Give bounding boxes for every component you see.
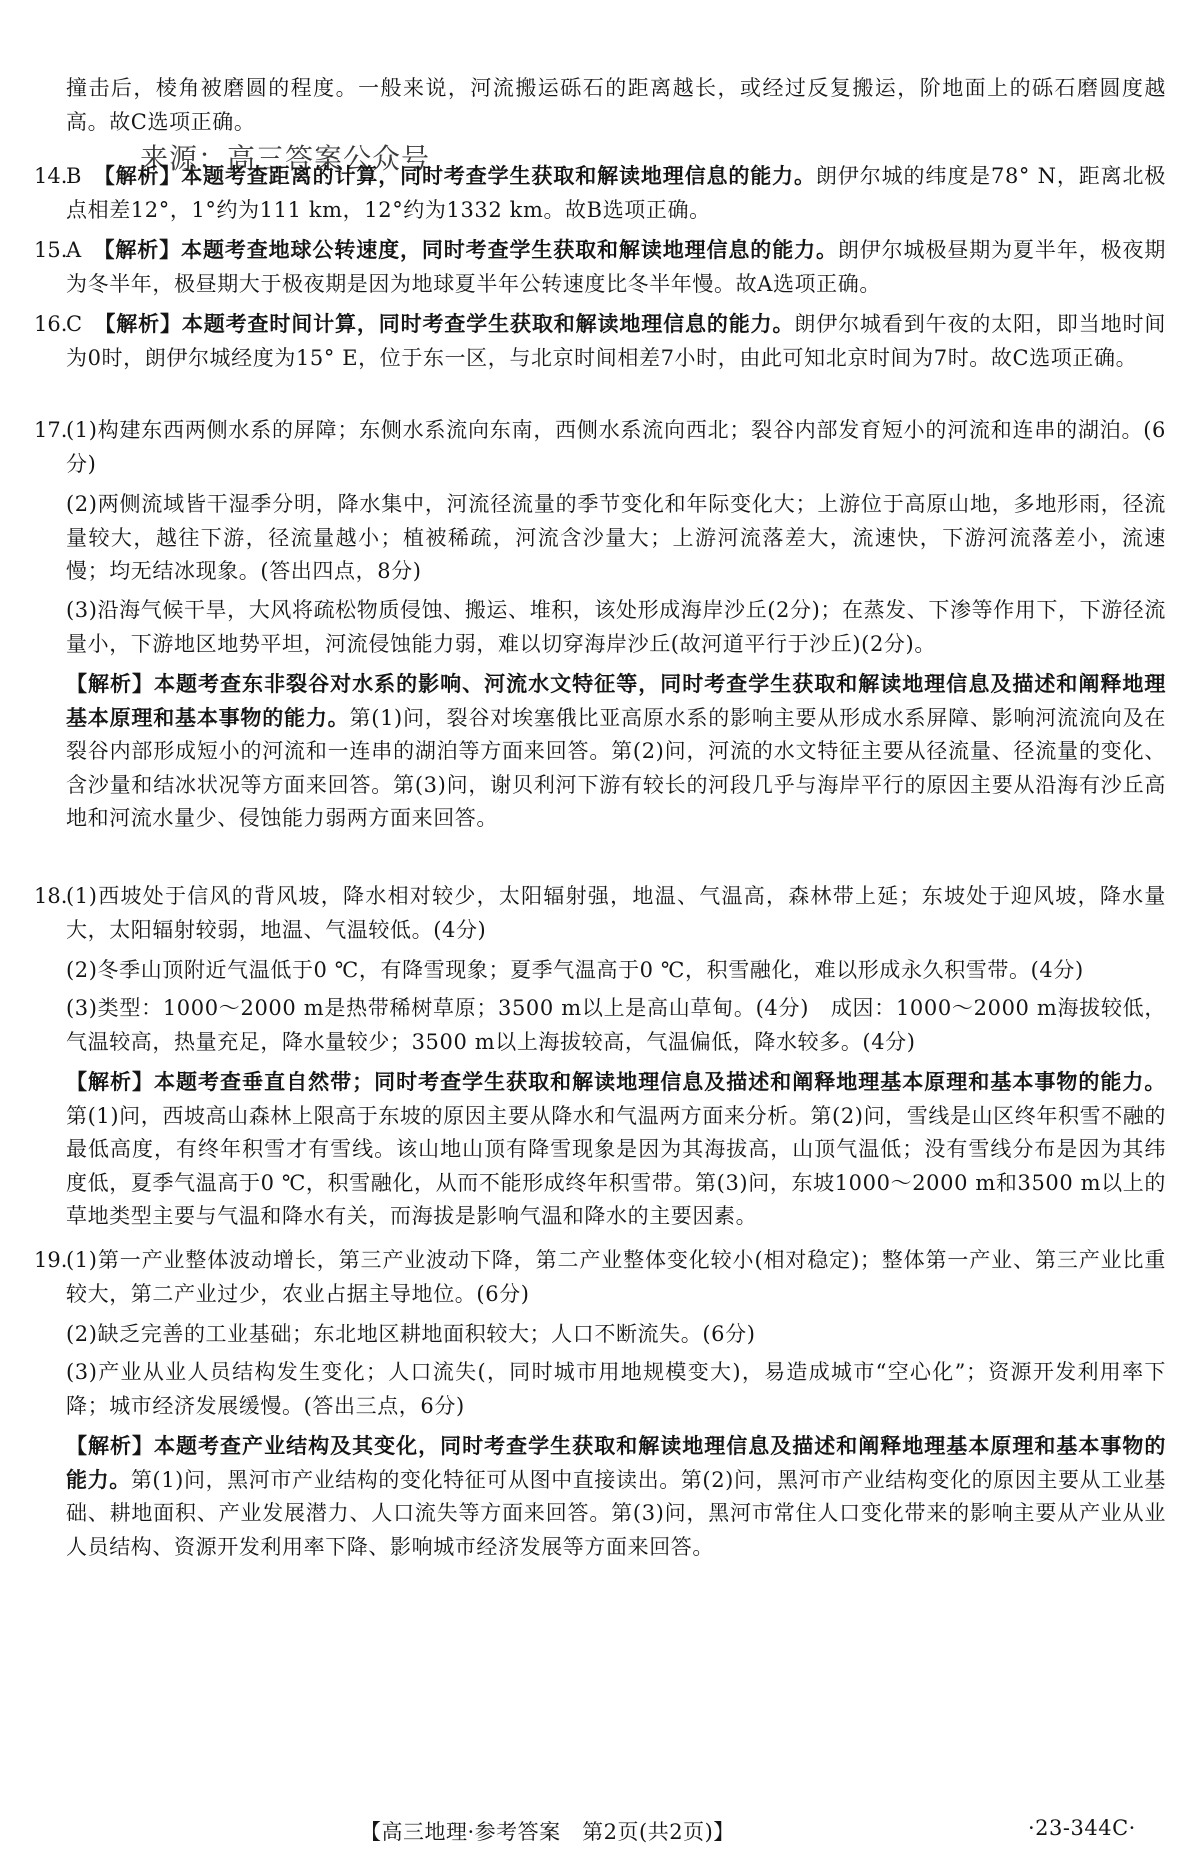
q14-explanation: 朗伊尔城的纬度是78° N，距离北极点相差12°，1°约为111 km，12°约为1332 km。故B选项正确。 <box>66 164 1166 222</box>
q19-analysis <box>66 1430 1166 1564</box>
q16-answer <box>66 308 1166 375</box>
q17-number: 17. <box>34 418 68 442</box>
q18-analysis <box>66 1066 1166 1234</box>
q15-summary: 本题考查地球公转速度，同时考查学生获取和解读地理信息的能力。 <box>181 238 838 262</box>
q19-number: 19. <box>34 1248 68 1272</box>
page-footer-label: 【高三地理·参考答案 第2页(共2页)】 <box>360 1820 735 1844</box>
q16-tag: 【解析】 <box>104 312 182 336</box>
q18-part1: (1)西坡处于信风的背风坡，降水相对较少，太阳辐射强，地温、气温高，森林带上延；东坡处于迎风坡，降水量大，太阳辐射较弱，地温、气温较低。(4分) <box>66 884 1166 942</box>
q17-analysis <box>66 668 1166 836</box>
q17-part1: (1)构建东西两侧水系的屏障；东侧水系流向东南，西侧水系流向西北；裂谷内部发育短小的河流和连串的湖泊。(6分) <box>66 418 1166 476</box>
watermark: 来源：高三答案公众号 <box>140 142 431 175</box>
q16-number: 16. <box>34 312 68 336</box>
q15-tag: 【解析】 <box>103 238 182 262</box>
q15-explanation: 朗伊尔城极昼期为夏半年，极夜期为冬半年，极昼期大于极夜期是因为地球夏半年公转速度比冬半年慢。故A选项正确。 <box>66 238 1166 296</box>
q19-tag: 【解析】 <box>66 1434 155 1458</box>
q17-explanation: 第(1)问，裂谷对埃塞俄比亚高原水系的影响主要从形成水系屏障、影响河流流向及在裂谷内部形成短小的河流和一连串的湖泊等方面来回答。第(2)问，河流的水文特征主要从径流量、径流量的变化、含沙量和结冰状况等方面来回答。第(3)问，谢贝利河下游有较长的河段几乎与海岸平行的原因主要从沿海有沙丘高地和河流水量少、侵蚀能力弱两方面来回答。 <box>66 705 1166 831</box>
q16-choice: C <box>66 312 83 336</box>
intro-paragraph: 撞击后，棱角被磨圆的程度。一般来说，河流搬运砾石的距离越长，或经过反复搬运，阶地面上的砾石磨圆度越高。故C选项正确。 <box>66 76 1166 134</box>
q17-part2: (2)两侧流域皆干湿季分明，降水集中，河流径流量的季节变化和年际变化大；上游位于高原山地，多地形雨，径流量较大，越往下游，径流量越小；植被稀疏，河流含沙量大；上游河流落差大，流速快，下游河流落差小，流速慢；均无结冰现象。(答出四点，8分) <box>66 492 1166 584</box>
q19-explanation: 第(1)问，黑河市产业结构的变化特征可从图中直接读出。第(2)问，黑河市产业结构变化的原因主要从工业基础、耕地面积、产业发展潜力、人口流失等方面来回答。第(3)问，黑河市常住人口变化带来的影响主要从产业从业人员结构、资源开发利用率下降、影响城市经济发展等方面来回答。 <box>66 1467 1166 1559</box>
q15-choice: A <box>66 238 82 262</box>
q15-number: 15. <box>34 238 68 262</box>
q14-choice: B <box>66 164 83 188</box>
q19-part3: (3)产业从业人员结构发生变化；人口流失(，同时城市用地规模变大)，易造成城市“空心化”；资源开发利用率下降；城市经济发展缓慢。(答出三点，6分) <box>66 1360 1166 1418</box>
q19-summary: 本题考查产业结构及其变化，同时考查学生获取和解读地理信息及描述和阐释地理基本原理和基本事物的能力。 <box>66 1434 1166 1492</box>
q14-summary: 本题考查距离的计算，同时考查学生获取和解读地理信息的能力。 <box>181 164 816 188</box>
q18-tag: 【解析】 <box>66 1070 155 1094</box>
q17-summary: 本题考查东非裂谷对水系的影响、河流水文特征等，同时考查学生获取和解读地理信息及描述和阐释地理基本原理和基本事物的能力。 <box>66 672 1166 730</box>
q16-summary: 本题考查时间计算，同时考查学生获取和解读地理信息的能力。 <box>181 312 795 336</box>
q14-tag: 【解析】 <box>104 164 182 188</box>
q19-part2: (2)缺乏完善的工业基础；东北地区耕地面积较大；人口不断流失。(6分) <box>66 1322 756 1346</box>
q18-part2: (2)冬季山顶附近气温低于0 ℃，有降雪现象；夏季气温高于0 ℃，积雪融化，难以形成永久积雪带。(4分) <box>66 958 1084 982</box>
q19-part1: (1)第一产业整体波动增长，第三产业波动下降，第二产业整体变化较小(相对稳定)；整体第一产业、第三产业比重较大，第二产业过少，农业占据主导地位。(6分) <box>66 1248 1166 1306</box>
q17-tag: 【解析】 <box>66 672 155 696</box>
q14-number: 14. <box>34 164 68 188</box>
q16-explanation: 朗伊尔城看到午夜的太阳，即当地时间为0时，朗伊尔城经度为15° E，位于东一区，与北京时间相差7小时，由此可知北京时间为7时。故C选项正确。 <box>66 312 1166 370</box>
q18-part3: (3)类型：1000～2000 m是热带稀树草原；3500 m以上是高山草甸。(4分) 成因：1000～2000 m海拔较低，气温较高，热量充足，降水量较少；3500 m以上海拔较高，气温偏低，降水较多。(4分) <box>66 996 1166 1054</box>
q18-summary: 本题考查垂直自然带；同时考查学生获取和解读地理信息及描述和阐释地理基本原理和基本事物的能力。 <box>154 1070 1166 1094</box>
document-code: ·23-344C· <box>1028 1816 1136 1840</box>
q18-number: 18. <box>34 884 68 908</box>
q15-answer <box>66 234 1166 301</box>
q18-explanation: 第(1)问，西坡高山森林上限高于东坡的原因主要从降水和气温两方面来分析。第(2)问，雪线是山区终年积雪不融的最低高度，有终年积雪才有雪线。该山地山顶有降雪现象是因为其海拔高，山顶气温低；没有雪线分布是因为其纬度低，夏季气温高于0 ℃，积雪融化，从而不能形成终年积雪带。第(3)问，东坡1000～2000 m和3500 m以上的草地类型主要与气温和降水有关，而海拔是影响气温和降水的主要因素。 <box>66 1103 1166 1229</box>
q14-answer <box>66 160 1166 227</box>
q17-part3: (3)沿海气候干旱，大风将疏松物质侵蚀、搬运、堆积，该处形成海岸沙丘(2分)；在蒸发、下渗等作用下，下游径流量小，下游地区地势平坦，河流侵蚀能力弱，难以切穿海岸沙丘(故河道平行于沙丘)(2分)。 <box>66 598 1166 656</box>
